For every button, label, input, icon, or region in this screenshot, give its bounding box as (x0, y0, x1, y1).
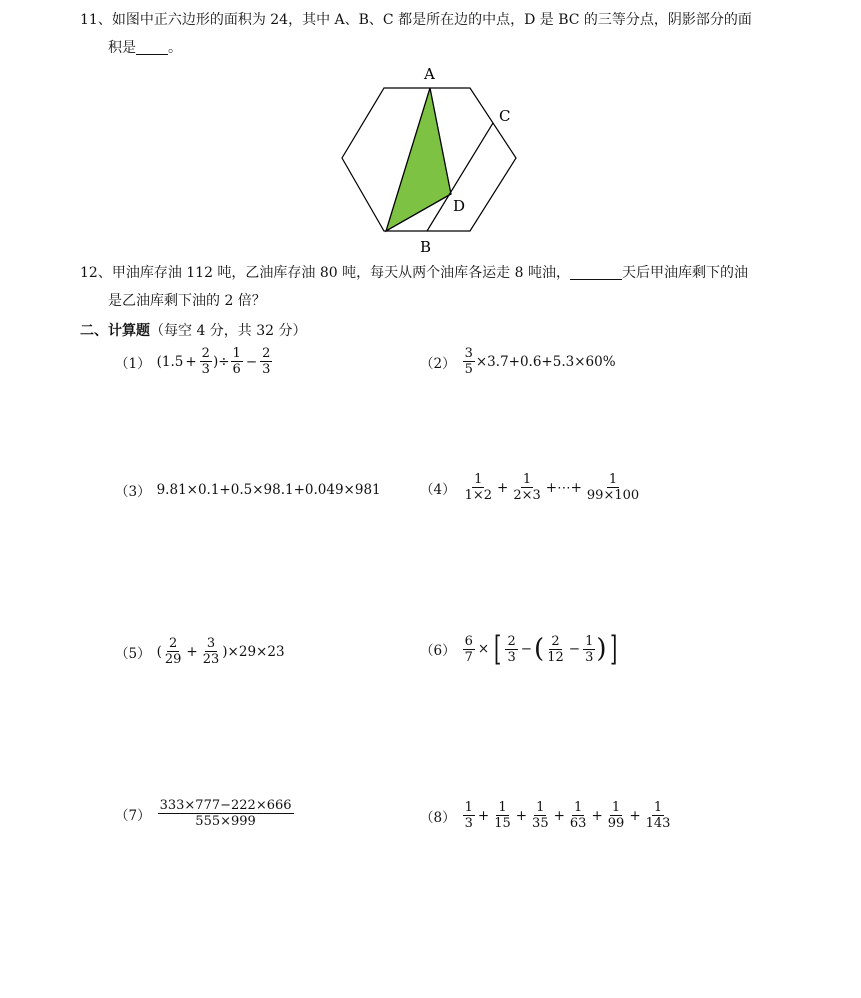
problem-5 (115, 636, 285, 667)
problem-6-label: （6） (420, 643, 456, 659)
problem-6 (420, 629, 620, 669)
problem-6-fraction-2 (505, 634, 517, 665)
problem-4-fraction-3 (585, 472, 641, 503)
denominator: 555×999 (195, 814, 256, 829)
numerator: 1 (464, 800, 473, 815)
denominator: 3 (464, 816, 473, 831)
problem-2-label: （2） (420, 355, 456, 372)
numerator: 1 (611, 800, 621, 815)
section-header (80, 320, 307, 340)
problem-5-fraction-1 (163, 636, 184, 667)
question-11-line1: 11、如图中正六边形的面积为 24，其中 A、B、C 都是所在边的中点，D 是 BC 的三等分点，阴影部分的面 (80, 12, 752, 28)
problem-6-left-bracket: [ (494, 629, 502, 669)
problem-4-fraction-1 (463, 472, 494, 503)
problem-4-ellipsis: +⋯+ (545, 479, 582, 496)
plus-sign: + (515, 807, 528, 824)
problem-7-label: （7） (115, 807, 151, 824)
plus-sign: + (629, 807, 641, 824)
numerator: 2 (169, 636, 178, 651)
question-11 (80, 6, 790, 62)
problem-1-fraction-2 (231, 346, 243, 377)
problem-6-right-bracket: ] (609, 629, 617, 669)
problem-6-minus-2: − (568, 641, 581, 657)
numerator: 1 (574, 800, 583, 815)
problem-4-plus: + (497, 479, 509, 496)
problem-1-open: (1.5 (156, 353, 184, 370)
label-c: C (499, 107, 511, 125)
problem-5-open: ( (156, 643, 162, 660)
denominator: 15 (494, 816, 511, 831)
numerator: 2 (507, 633, 516, 649)
numerator: 1 (232, 346, 241, 361)
problem-5-fraction-2 (201, 636, 222, 667)
numerator: 1 (585, 633, 594, 649)
denominator: 29 (164, 652, 182, 667)
problem-1-fraction-1 (200, 346, 212, 377)
denominator: 3 (262, 362, 271, 377)
denominator: 3 (507, 649, 516, 665)
denominator: 3 (585, 649, 594, 665)
numerator: 2 (262, 346, 271, 361)
denominator: 5 (464, 362, 473, 377)
numerator: 6 (464, 633, 473, 649)
section-note: （每空 4 分，共 32 分） (150, 323, 307, 339)
numerator: 1 (536, 800, 545, 815)
section-title: 二、计算题 (80, 323, 150, 339)
problem-4 (420, 472, 642, 503)
denominator: 7 (464, 649, 473, 665)
denominator: 35 (532, 816, 549, 831)
problem-5-label: （5） (115, 645, 151, 662)
plus-sign: + (591, 807, 603, 824)
problem-8-label: （8） (420, 809, 456, 826)
problem-5-plus: + (186, 643, 198, 660)
problem-8-fraction-5 (606, 800, 627, 831)
problem-1-minus: − (245, 353, 258, 370)
denominator: 99×100 (586, 488, 640, 503)
numerator: 3 (206, 636, 216, 651)
problem-6-fraction-1 (463, 634, 475, 665)
problem-1-label: （1） (115, 355, 151, 372)
numerator: 2 (201, 346, 210, 361)
problem-4-label: （4） (420, 481, 456, 498)
plus-sign: + (553, 807, 565, 824)
numerator: 1 (653, 800, 663, 815)
problem-2-fraction-1 (463, 346, 475, 377)
question-12-line2: 是乙油库剩下油的 2 倍？ (108, 293, 266, 309)
problem-8-fraction-3 (530, 800, 551, 831)
denominator: 99 (607, 816, 625, 831)
problem-8-fraction-1 (463, 800, 475, 831)
question-12 (80, 259, 790, 315)
problem-6-fraction-4 (583, 634, 595, 665)
numerator: 1 (474, 472, 483, 487)
denominator: 63 (569, 816, 587, 831)
problem-8-fraction-6 (644, 800, 673, 831)
problem-1-fraction-3 (260, 346, 272, 377)
plus-sign: + (477, 807, 490, 824)
problem-1-plus: + (185, 353, 197, 370)
problem-6-right-paren: ) (596, 634, 607, 664)
question-12-suffix: 天后甲油库剩下的油 (621, 265, 748, 281)
problem-8-fraction-4 (568, 800, 589, 831)
problem-8-fraction-2 (492, 800, 513, 831)
problem-3 (115, 480, 381, 500)
problem-7-fraction (158, 798, 294, 829)
question-12-line1 (80, 259, 790, 287)
problem-5-rest: )×29×23 (222, 643, 285, 660)
question-11-suffix: 。 (168, 40, 182, 56)
denominator: 143 (645, 816, 671, 831)
denominator: 23 (202, 652, 220, 667)
label-a: A (424, 65, 435, 83)
question-12-prefix: 12、甲油库存油 112 吨，乙油库存油 80 吨，每天从两个油库各运走 8 吨油， (80, 265, 570, 281)
question-11-line2 (80, 34, 790, 62)
problem-4-fraction-2 (511, 472, 542, 503)
numerator: 3 (464, 346, 473, 361)
problem-6-times: × (477, 641, 490, 657)
problem-6-minus-1: − (520, 641, 533, 657)
problem-7 (115, 798, 295, 829)
numerator: 333×777−222×666 (159, 798, 292, 813)
question-11-prefix: 积是 (108, 40, 136, 56)
problem-3-expr: 9.81×0.1+0.5×98.1+0.049×981 (156, 482, 381, 498)
answer-blank-11[interactable] (136, 38, 168, 55)
problem-3-label: （3） (115, 484, 151, 500)
problem-1-div: )÷ (212, 353, 230, 370)
answer-blank-12[interactable] (570, 263, 622, 280)
label-d: D (453, 197, 466, 215)
problem-1 (115, 346, 273, 377)
problem-6-left-paren: ( (534, 634, 545, 664)
problem-8 (420, 800, 673, 831)
numerator: 2 (551, 633, 560, 649)
denominator: 1×2 (464, 488, 493, 503)
problem-2-rest: ×3.7+0.6+5.3×60% (475, 353, 616, 370)
label-b: B (420, 238, 432, 256)
numerator: 1 (608, 472, 618, 487)
shaded-triangle (386, 88, 451, 231)
numerator: 1 (498, 800, 507, 815)
hexagon-figure (330, 64, 530, 260)
numerator: 1 (522, 472, 532, 487)
denominator: 12 (547, 649, 564, 665)
problem-6-fraction-3 (545, 634, 566, 665)
denominator: 3 (201, 362, 210, 377)
denominator: 6 (232, 362, 241, 377)
problem-2 (420, 346, 616, 377)
denominator: 2×3 (513, 488, 541, 503)
